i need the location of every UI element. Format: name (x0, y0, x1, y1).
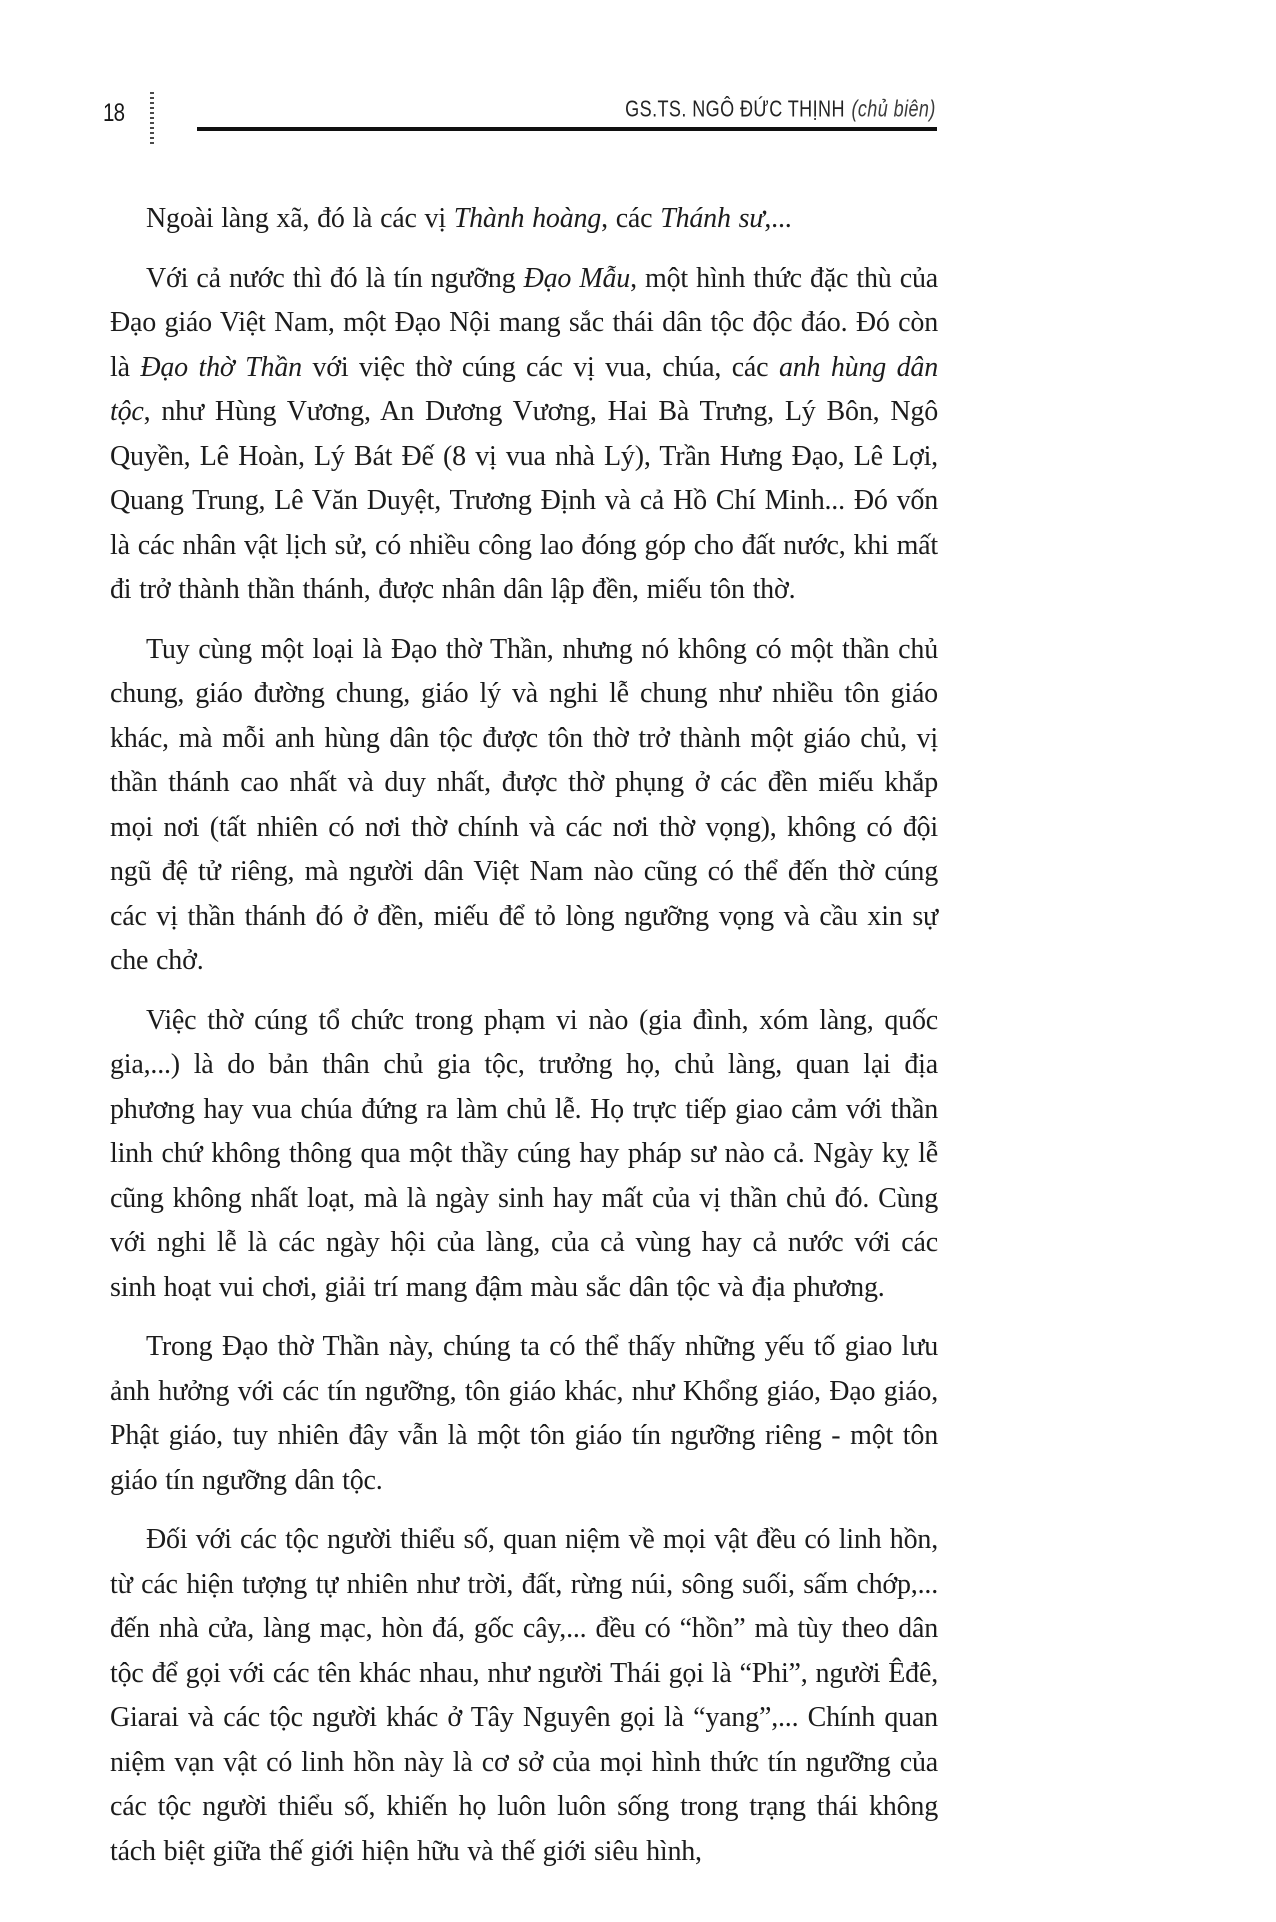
text-run: , một hình thức đặc thù của Đạo giáo Việt Nam, một Đạo Nội mang sắc thái dân tộc độc đáo. Đó còn là (110, 262, 939, 383)
text-run: Tuy cùng một loại là Đạo thờ Thần, nhưng nó không có một thần chủ chung, giáo đường chung, giáo lý và nghi lễ chung như nhiều tôn giáo khác, mà mỗi anh hùng dân tộc được tôn thờ trở thành một giáo chủ, vị thần thánh cao nhất và duy nhất, được thờ phụng ở các đền miếu khắp mọi nơi (tất nhiên có nơi thờ chính và các nơi thờ vọng), không có đội ngũ đệ tử riêng, mà người dân Việt Nam nào cũng có thể đến thờ cúng các vị thần thánh đó ở đền, miếu để tỏ lòng ngưỡng vọng và cầu xin sự che chở. (110, 633, 938, 976)
paragraph (110, 1325, 938, 1503)
paragraph (110, 999, 938, 1311)
italic-text-run: Thành hoàng (453, 203, 602, 234)
paragraph (110, 197, 938, 242)
running-head-role: (chủ biên) (851, 95, 936, 122)
text-run: với việc thờ cúng các vị vua, chúa, các (301, 351, 779, 383)
page-number: 18 (103, 99, 125, 127)
running-head (625, 95, 936, 122)
text-run: Với cả nước thì đó là tín ngưỡng (146, 262, 524, 294)
text-run: ,... (764, 203, 792, 234)
decorative-chain-line (150, 92, 154, 146)
body-paragraphs (110, 197, 938, 1874)
text-run: Ngoài làng xã, đó là các vị (146, 203, 454, 234)
italic-text-run: Đạo thờ Thần (140, 351, 302, 383)
paragraph (110, 628, 938, 984)
italic-text-run: Thánh sư (660, 203, 765, 234)
text-run: , như Hùng Vương, An Dương Vương, Hai Bà Trưng, Lý Bôn, Ngô Quyền, Lê Hoàn, Lý Bát Đế (8 vị vua nhà Lý), Trần Hưng Đạo, Lê Lợi, Quang Trung, Lê Văn Duyệt, Trương Định và cả Hồ Chí Minh... Đó vốn là các nhân vật lịch sử, có nhiều công lao đóng góp cho đất nước, khi mất đi trở thành thần thánh, được nhân dân lập đền, miếu tôn thờ. (110, 396, 938, 605)
text-run: Việc thờ cúng tổ chức trong phạm vi nào (gia đình, xóm làng, quốc gia,...) là do bản thân chủ gia tộc, trưởng họ, chủ làng, quan lại địa phương hay vua chúa đứng ra làm chủ lễ. Họ trực tiếp giao cảm với thần linh chứ không thông qua một thầy cúng hay pháp sư nào cả. Ngày kỵ lễ cũng không nhất loạt, mà là ngày sinh hay mất của vị thần chủ đó. Cùng với nghi lễ là các ngày hội của làng, của cả vùng hay cả nước với các sinh hoạt vui chơi, giải trí mang đậm màu sắc dân tộc và địa phương. (110, 1004, 938, 1303)
text-run: Trong Đạo thờ Thần này, chúng ta có thể thấy những yếu tố giao lưu ảnh hưởng với các tín ngưỡng, tôn giáo khác, như Khổng giáo, Đạo giáo, Phật giáo, tuy nhiên đây vẫn là một tôn giáo tín ngưỡng riêng - một tôn giáo tín ngưỡng dân tộc. (110, 1331, 938, 1496)
paragraph (110, 257, 938, 613)
running-head-author: GS.TS. NGÔ ĐỨC THỊNH (625, 95, 846, 122)
text-run: Đối với các tộc người thiểu số, quan niệm về mọi vật đều có linh hồn, từ các hiện tượng tự nhiên như trời, đất, rừng núi, sông suối, sấm chớp,... đến nhà cửa, làng mạc, hòn đá, gốc cây,... đều có “hồn” mà tùy theo dân tộc để gọi với các tên khác nhau, như người Thái gọi là “Phi”, người Êđê, Giarai và các tộc người khác ở Tây Nguyên gọi là “yang”,... Chính quan niệm vạn vật có linh hồn này là cơ sở của mọi hình thức tín ngưỡng của các tộc người thiểu số, khiến họ luôn luôn sống trong trạng thái không tách biệt giữa thế giới hiện hữu và thế giới siêu hình, (110, 1524, 938, 1867)
header-rule (197, 127, 937, 131)
paragraph (110, 1518, 938, 1874)
text-run: , các (601, 203, 661, 234)
italic-text-run: anh hùng dân tộc (110, 351, 939, 427)
page-body (110, 197, 938, 1889)
italic-text-run: Đạo Mẫu (523, 262, 631, 294)
